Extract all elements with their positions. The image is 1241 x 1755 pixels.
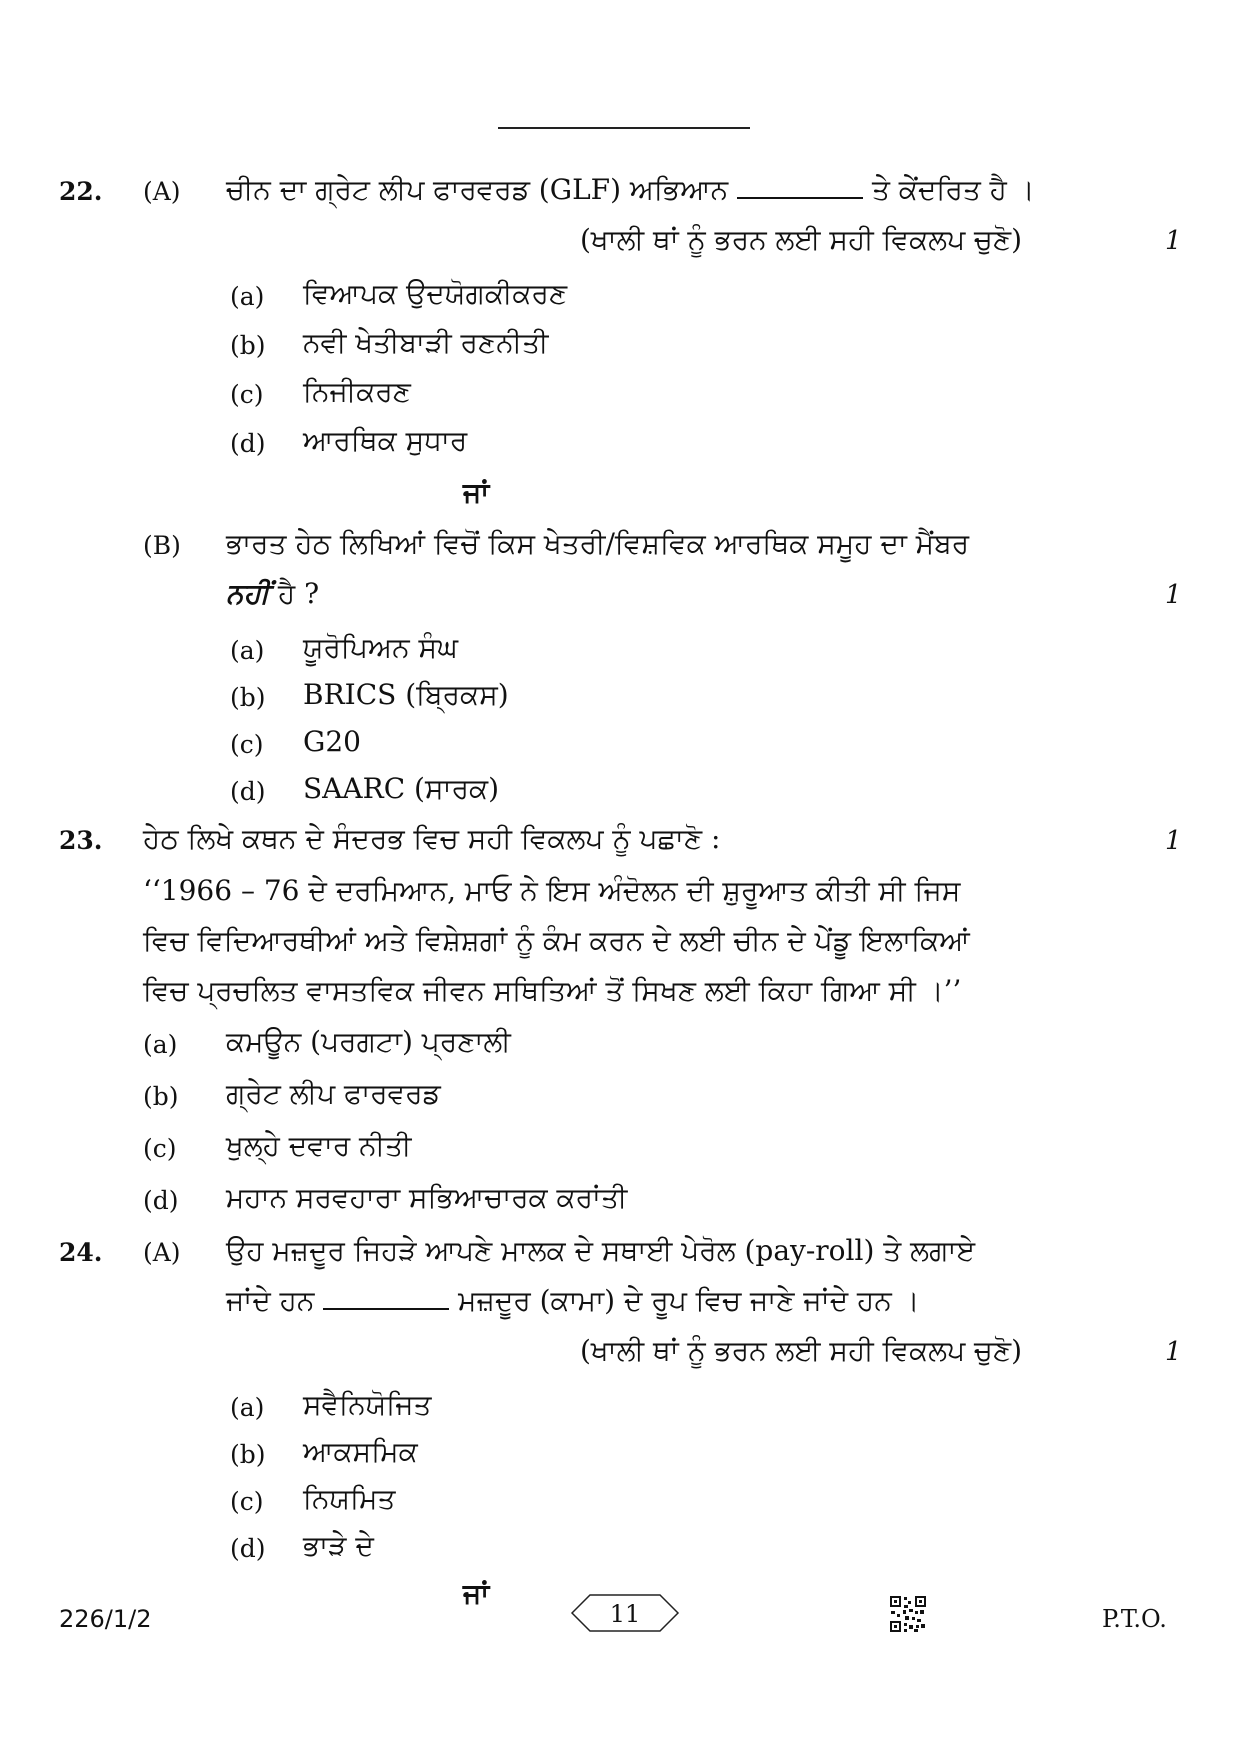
option-text: ਗ੍ਰੇਟ ਲੀਪ ਫਾਰਵਰਡ bbox=[226, 1077, 441, 1110]
option-text: ਆਕਸਮਿਕ bbox=[303, 1435, 418, 1468]
option-label: (b) bbox=[230, 331, 266, 360]
page-number-badge bbox=[570, 1591, 680, 1635]
option-label: (d) bbox=[230, 777, 266, 806]
option-text: ਯੂਰੋਪਿਅਨ ਸੰਘ bbox=[303, 631, 458, 664]
option-label: (b) bbox=[230, 1440, 266, 1469]
marks: 1 bbox=[1165, 826, 1182, 856]
option-label: (a) bbox=[230, 636, 265, 665]
emphasis-not: ਨਹੀਂ bbox=[226, 577, 270, 610]
option-text: SAARC (ਸਾਰਕ) bbox=[303, 772, 499, 805]
page-number: 11 bbox=[609, 1600, 641, 1628]
option-label: (c) bbox=[230, 380, 264, 409]
option-text: ਖੁਲ੍ਹੇ ਦਵਾਰ ਨੀਤੀ bbox=[226, 1129, 412, 1162]
option-text: ਨਿਜੀਕਰਣ bbox=[303, 375, 411, 408]
qr-code-icon bbox=[889, 1595, 927, 1633]
question-text: ਚੀਨ ਦਾ ਗ੍ਰੇਟ ਲੀਪ ਫਾਰਵਰਡ (GLF) ਅਭਿਆਨ ਤੇ ਕੇਂਦਰਿਤ ਹੈ । bbox=[226, 173, 1035, 206]
or-separator: ਜਾਂ bbox=[463, 476, 490, 509]
option-label: (d) bbox=[230, 429, 266, 458]
marks: 1 bbox=[1165, 1337, 1182, 1367]
option-text: ਭਾੜੇ ਦੇ bbox=[303, 1529, 374, 1562]
option-text: ਆਰਥਿਕ ਸੁਧਾਰ bbox=[303, 424, 468, 457]
question-text-line2: ਨਹੀਂ ਹੈ ? bbox=[226, 577, 320, 610]
option-text: ਸਵੈਨਿਯੋਜਿਤ bbox=[303, 1388, 432, 1421]
please-turn-over: P.T.O. bbox=[1102, 1605, 1167, 1633]
part-label: (A) bbox=[143, 1238, 181, 1267]
option-label: (b) bbox=[230, 683, 266, 712]
option-label: (b) bbox=[143, 1082, 179, 1111]
option-label: (c) bbox=[230, 730, 264, 759]
question-text: ਹੇਠ ਲਿਖੇ ਕਥਨ ਦੇ ਸੰਦਰਭ ਵਿਚ ਸਹੀ ਵਿਕਲਪ ਨੂੰ ਪਛਾਣੋ : bbox=[143, 822, 721, 855]
quote-line: ‘‘1966 – 76 ਦੇ ਦਰਮਿਆਨ, ਮਾਓ ਨੇ ਇਸ ਅੰਦੋਲਨ ਦੀ ਸ਼ੁਰੂਆਤ ਕੀਤੀ ਸੀ ਜਿਸ bbox=[143, 874, 961, 907]
question-number: 24. bbox=[59, 1238, 103, 1267]
option-text: BRICS (ਬ੍ਰਿਕਸ) bbox=[303, 678, 509, 711]
question-text: ਭਾਰਤ ਹੇਠ ਲਿਖਿਆਂ ਵਿਚੋਂ ਕਿਸ ਖੇਤਰੀ/ਵਿਸ਼ਵਿਕ ਆਰਥਿਕ ਸਮੂਹ ਦਾ ਮੈਂਬਰ bbox=[226, 527, 970, 560]
fill-blank bbox=[323, 1286, 449, 1310]
marks: 1 bbox=[1165, 580, 1182, 610]
option-text: ਵਿਆਪਕ ਉਦਯੋਗਕੀਕਰਣ bbox=[303, 277, 568, 310]
top-separator-line bbox=[498, 127, 750, 129]
option-label: (a) bbox=[230, 1393, 265, 1422]
or-separator: ਜਾਂ bbox=[463, 1577, 490, 1610]
option-text: ਕਮਊਨ (ਪਰਗਟਾ) ਪ੍ਰਣਾਲੀ bbox=[226, 1025, 511, 1058]
option-text: ਨਵੀ ਖੇਤੀਬਾੜੀ ਰਣਨੀਤੀ bbox=[303, 326, 549, 359]
instruction-text: (ਖਾਲੀ ਥਾਂ ਨੂੰ ਭਰਨ ਲਈ ਸਹੀ ਵਿਕਲਪ ਚੁਣੋ) bbox=[580, 223, 1023, 256]
question-number: 22. bbox=[59, 177, 103, 206]
instruction-text: (ਖਾਲੀ ਥਾਂ ਨੂੰ ਭਰਨ ਲਈ ਸਹੀ ਵਿਕਲਪ ਚੁਣੋ) bbox=[580, 1334, 1023, 1367]
paper-code: 226/1/2 bbox=[59, 1605, 152, 1633]
option-label: (a) bbox=[230, 282, 265, 311]
option-label: (a) bbox=[143, 1030, 178, 1059]
quote-line: ਵਿਚ ਵਿਦਿਆਰਥੀਆਂ ਅਤੇ ਵਿਸ਼ੇਸ਼ਗਾਂ ਨੂੰ ਕੰਮ ਕਰਨ ਦੇ ਲਈ ਚੀਨ ਦੇ ਪੇਂਡੂ ਇਲਾਕਿਆਂ bbox=[143, 924, 970, 957]
quote-line: ਵਿਚ ਪ੍ਰਚਲਿਤ ਵਾਸਤਵਿਕ ਜੀਵਨ ਸਥਿਤਿਆਂ ਤੋਂ ਸਿਖਣ ਲਈ ਕਿਹਾ ਗਿਆ ਸੀ ।’’ bbox=[143, 974, 962, 1007]
fill-blank bbox=[737, 175, 863, 199]
part-label: (B) bbox=[143, 531, 181, 560]
option-label: (d) bbox=[230, 1534, 266, 1563]
question-text: ਉਹ ਮਜ਼ਦੂਰ ਜਿਹੜੇ ਆਪਣੇ ਮਾਲਕ ਦੇ ਸਥਾਈ ਪੇਰੋਲ (pay-roll) ਤੇ ਲਗਾਏ bbox=[226, 1234, 976, 1267]
option-text: ਨਿਯਮਿਤ bbox=[303, 1482, 396, 1515]
option-label: (c) bbox=[143, 1134, 177, 1163]
option-label: (c) bbox=[230, 1487, 264, 1516]
marks: 1 bbox=[1165, 226, 1182, 256]
option-label: (d) bbox=[143, 1186, 179, 1215]
option-text: ਮਹਾਨ ਸਰਵਹਾਰਾ ਸਭਿਆਚਾਰਕ ਕਰਾਂਤੀ bbox=[226, 1181, 628, 1214]
question-number: 23. bbox=[59, 826, 103, 855]
option-text: G20 bbox=[303, 725, 361, 758]
question-text-line2: ਜਾਂਦੇ ਹਨ ਮਜ਼ਦੂਰ (ਕਾਮਾ) ਦੇ ਰੂਪ ਵਿਚ ਜਾਣੇ ਜਾਂਦੇ ਹਨ । bbox=[226, 1284, 920, 1317]
part-label: (A) bbox=[143, 177, 181, 206]
